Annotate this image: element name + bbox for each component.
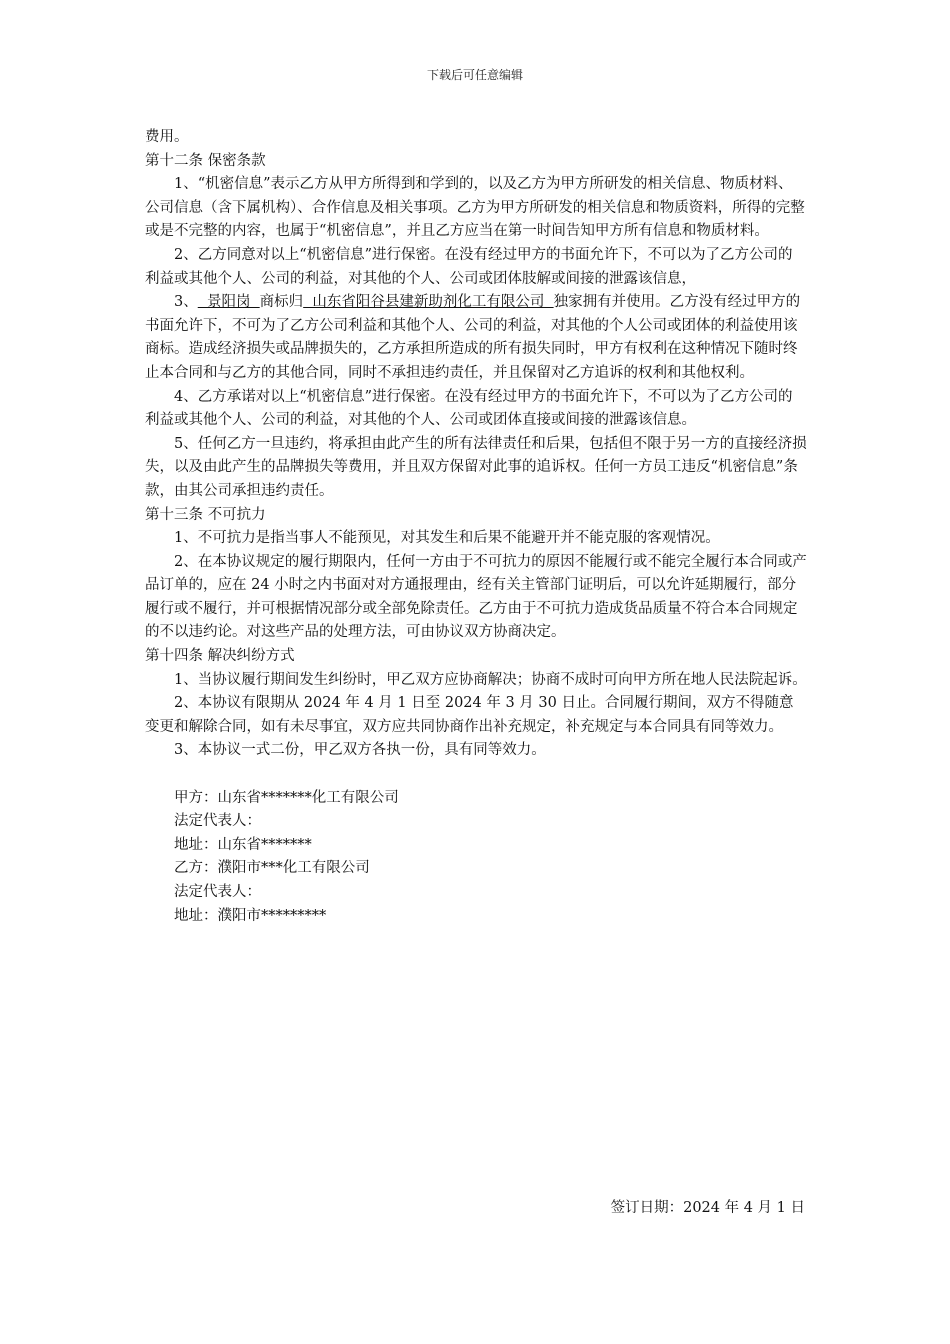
party-a-address: 地址：山东省******* (174, 836, 312, 853)
article-12-clause-1: 1、“机密信息”表示乙方从甲方所得到和学到的，以及乙方为甲方所研发的相关信息、物质材料、公司信息（含下属机构）、合作信息及相关事项。乙方为甲方所研发的相关信息和物质资料，所得的完整或是不完整的内容，也属于“机密信息”，并且乙方应当在第一时间告知甲方所有信息和物质材料。 (145, 176, 805, 240)
article-14-clause-1: 1、当协议履行期间发生纠纷时，甲乙双方应协商解决；协商不成时可向甲方所在地人民法院起诉。 (174, 671, 807, 688)
article-12-clause-5: 5、任何乙方一旦违约，将承担由此产生的所有法律责任和后果，包括但不限于另一方的直接经济损失，以及由此产生的品牌损失等费用，并且双方保留对此事的追诉权。任何一方员工违反“机密信息”条款，由其公司承担违约责任。 (145, 435, 807, 499)
party-a: 甲方：山东省*******化工有限公司 (174, 789, 399, 806)
article-12-clause-3 (145, 291, 807, 385)
article-12-heading: 第十二条 保密条款 (145, 152, 266, 169)
party-b-representative: 法定代表人： (174, 884, 261, 900)
article-14-clause-3: 3、本协议一式二份，甲乙双方各执一份，具有同等效力。 (174, 742, 546, 759)
party-a-representative: 法定代表人： (174, 813, 261, 830)
party-b-address: 地址：濮阳市********* (174, 907, 327, 924)
clause-3-mid: 商标归 (259, 294, 304, 311)
article-14-clause-2: 2、本协议有限期从 2024 年 4 月 1 日至 2024 年 3 月 30 日止。合同履行期间，双方不得随意变更和解除合同，如有未尽事宜，双方应共同协商作出补充规定，补充规定与本合同具有同等效力。 (145, 695, 794, 735)
trademark-name: 景阳岗 (197, 294, 260, 311)
article-13-clause-2: 2、在本协议规定的履行期限内，任何一方由于不可抗力的原因不能履行或不能完全履行本合同或产品订单的，应在 24 小时之内书面对对方通报理由，经有关主管部门证明后，可以允许延期履行，部分履行或不履行，并可根据情况部分或全部免除责任。乙方由于不可抗力造成货品质量不符合本合同规定的不以违约论。对这些产品的处理方法，可由协议双方协商决定。 (145, 553, 807, 641)
sign-date: 签订日期：2024 年 4 月 1 日 (610, 1200, 805, 1216)
clause-3-prefix: 3、 (174, 294, 198, 311)
article-13-heading: 第十三条 不可抗力 (145, 506, 266, 523)
header-note: 下载后可任意编辑 (426, 68, 523, 82)
document-body (145, 126, 807, 928)
article-12-clause-4: 4、乙方承诺对以上“机密信息”进行保密。在没有经过甲方的书面允许下，不可以为了乙方公司的利益或其他个人、公司的利益，对其他的个人、公司或团体直接或间接的泄露该信息。 (145, 388, 793, 429)
clause-3-rest: 独家拥有并使用。乙方没有经过甲方的书面允许下，不可为了乙方公司利益和其他个人、公司的利益，对其他的个人公司或团体的利益使用该商标。造成经济损失或品牌损失的，乙方承担所造成的所有损失同时，甲方有权利在这种情况下随时终止本合同和与乙方的其他合同，同时不承担违约责任，并且保留对乙方追诉的权利和其他权利。 (145, 294, 801, 381)
trademark-owner: 山东省阳谷县建新助剂化工有限公司 (303, 294, 554, 311)
signature-block (145, 787, 807, 929)
paragraph-continuation: 费用。 (145, 129, 189, 145)
article-12-clause-2: 2、乙方同意对以上“机密信息”进行保密。在没有经过甲方的书面允许下，不可以为了乙方公司的利益或其他个人、公司的利益，对其他的个人、公司或团体肢解或间接的泄露该信息， (145, 246, 793, 287)
article-13-clause-1: 1、不可抗力是指当事人不能预见，对其发生和后果不能避开并不能克服的客观情况。 (174, 530, 720, 547)
article-14-heading: 第十四条 解决纠纷方式 (145, 648, 295, 665)
party-b: 乙方：濮阳市***化工有限公司 (174, 860, 370, 877)
